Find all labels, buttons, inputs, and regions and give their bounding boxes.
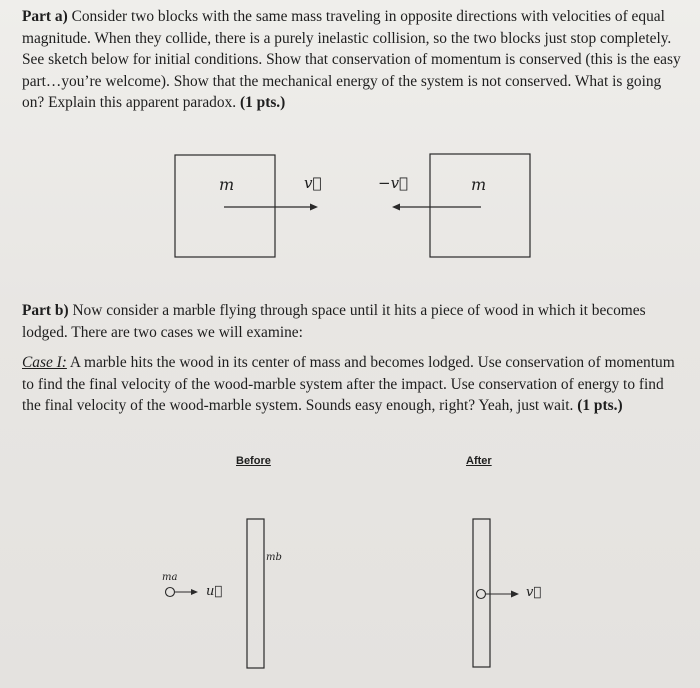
wood-mass-label: mb: [266, 552, 282, 563]
after-label: After: [466, 455, 492, 467]
part-b-text: Now consider a marble flying through space until it hits a piece of wood in which it becomes lodged. There are two cases we will examine:: [22, 302, 646, 341]
final-velocity-arrowhead: [511, 591, 519, 598]
case-1-text: A marble hits the wood in its center of mass and becomes lodged. Use conservation of momentum to find the final velocity of the wood-marble system after the impact. Use conservation of energy to find the final velocity of the wood-marble system. Sounds easy enough, right? Yeah, just wait.: [22, 354, 675, 414]
marble-mass-label: ma: [162, 572, 178, 583]
right-mass-label: m: [471, 175, 487, 194]
marble-velocity-arrowhead: [191, 589, 198, 595]
part-a-points: (1 pts.): [239, 94, 286, 111]
left-mass-label: m: [219, 175, 235, 194]
after-lodged-marble: [477, 590, 486, 599]
marble-velocity-label: u⃗: [206, 584, 223, 599]
before-wood-plank: [247, 519, 264, 668]
before-label: Before: [236, 455, 271, 467]
right-velocity-label: −v⃗: [378, 174, 409, 192]
before-marble: [166, 588, 175, 597]
part-a-text: Consider two blocks with the same mass traveling in opposite directions with velocities of equal magnitude. When they collide, there is a purely inelastic collision, so the two blocks just stop completely. See sketch below for initial conditions. Show that conservation of momentum is conserved (this is the easy part…you’re welcome). Show that the mechanical energy of the system is not conserved. What is going on? Explain this apparent paradox.: [22, 8, 681, 111]
part-a-label: Part a): [22, 8, 68, 25]
case-1-points: (1 pts.): [577, 397, 623, 414]
case-1-label: Case I:: [22, 354, 67, 371]
left-velocity-label: v⃗: [304, 174, 322, 192]
after-wood-plank: [473, 519, 490, 667]
final-velocity-label: v⃗: [526, 585, 542, 600]
part-b-label: Part b): [22, 302, 69, 319]
